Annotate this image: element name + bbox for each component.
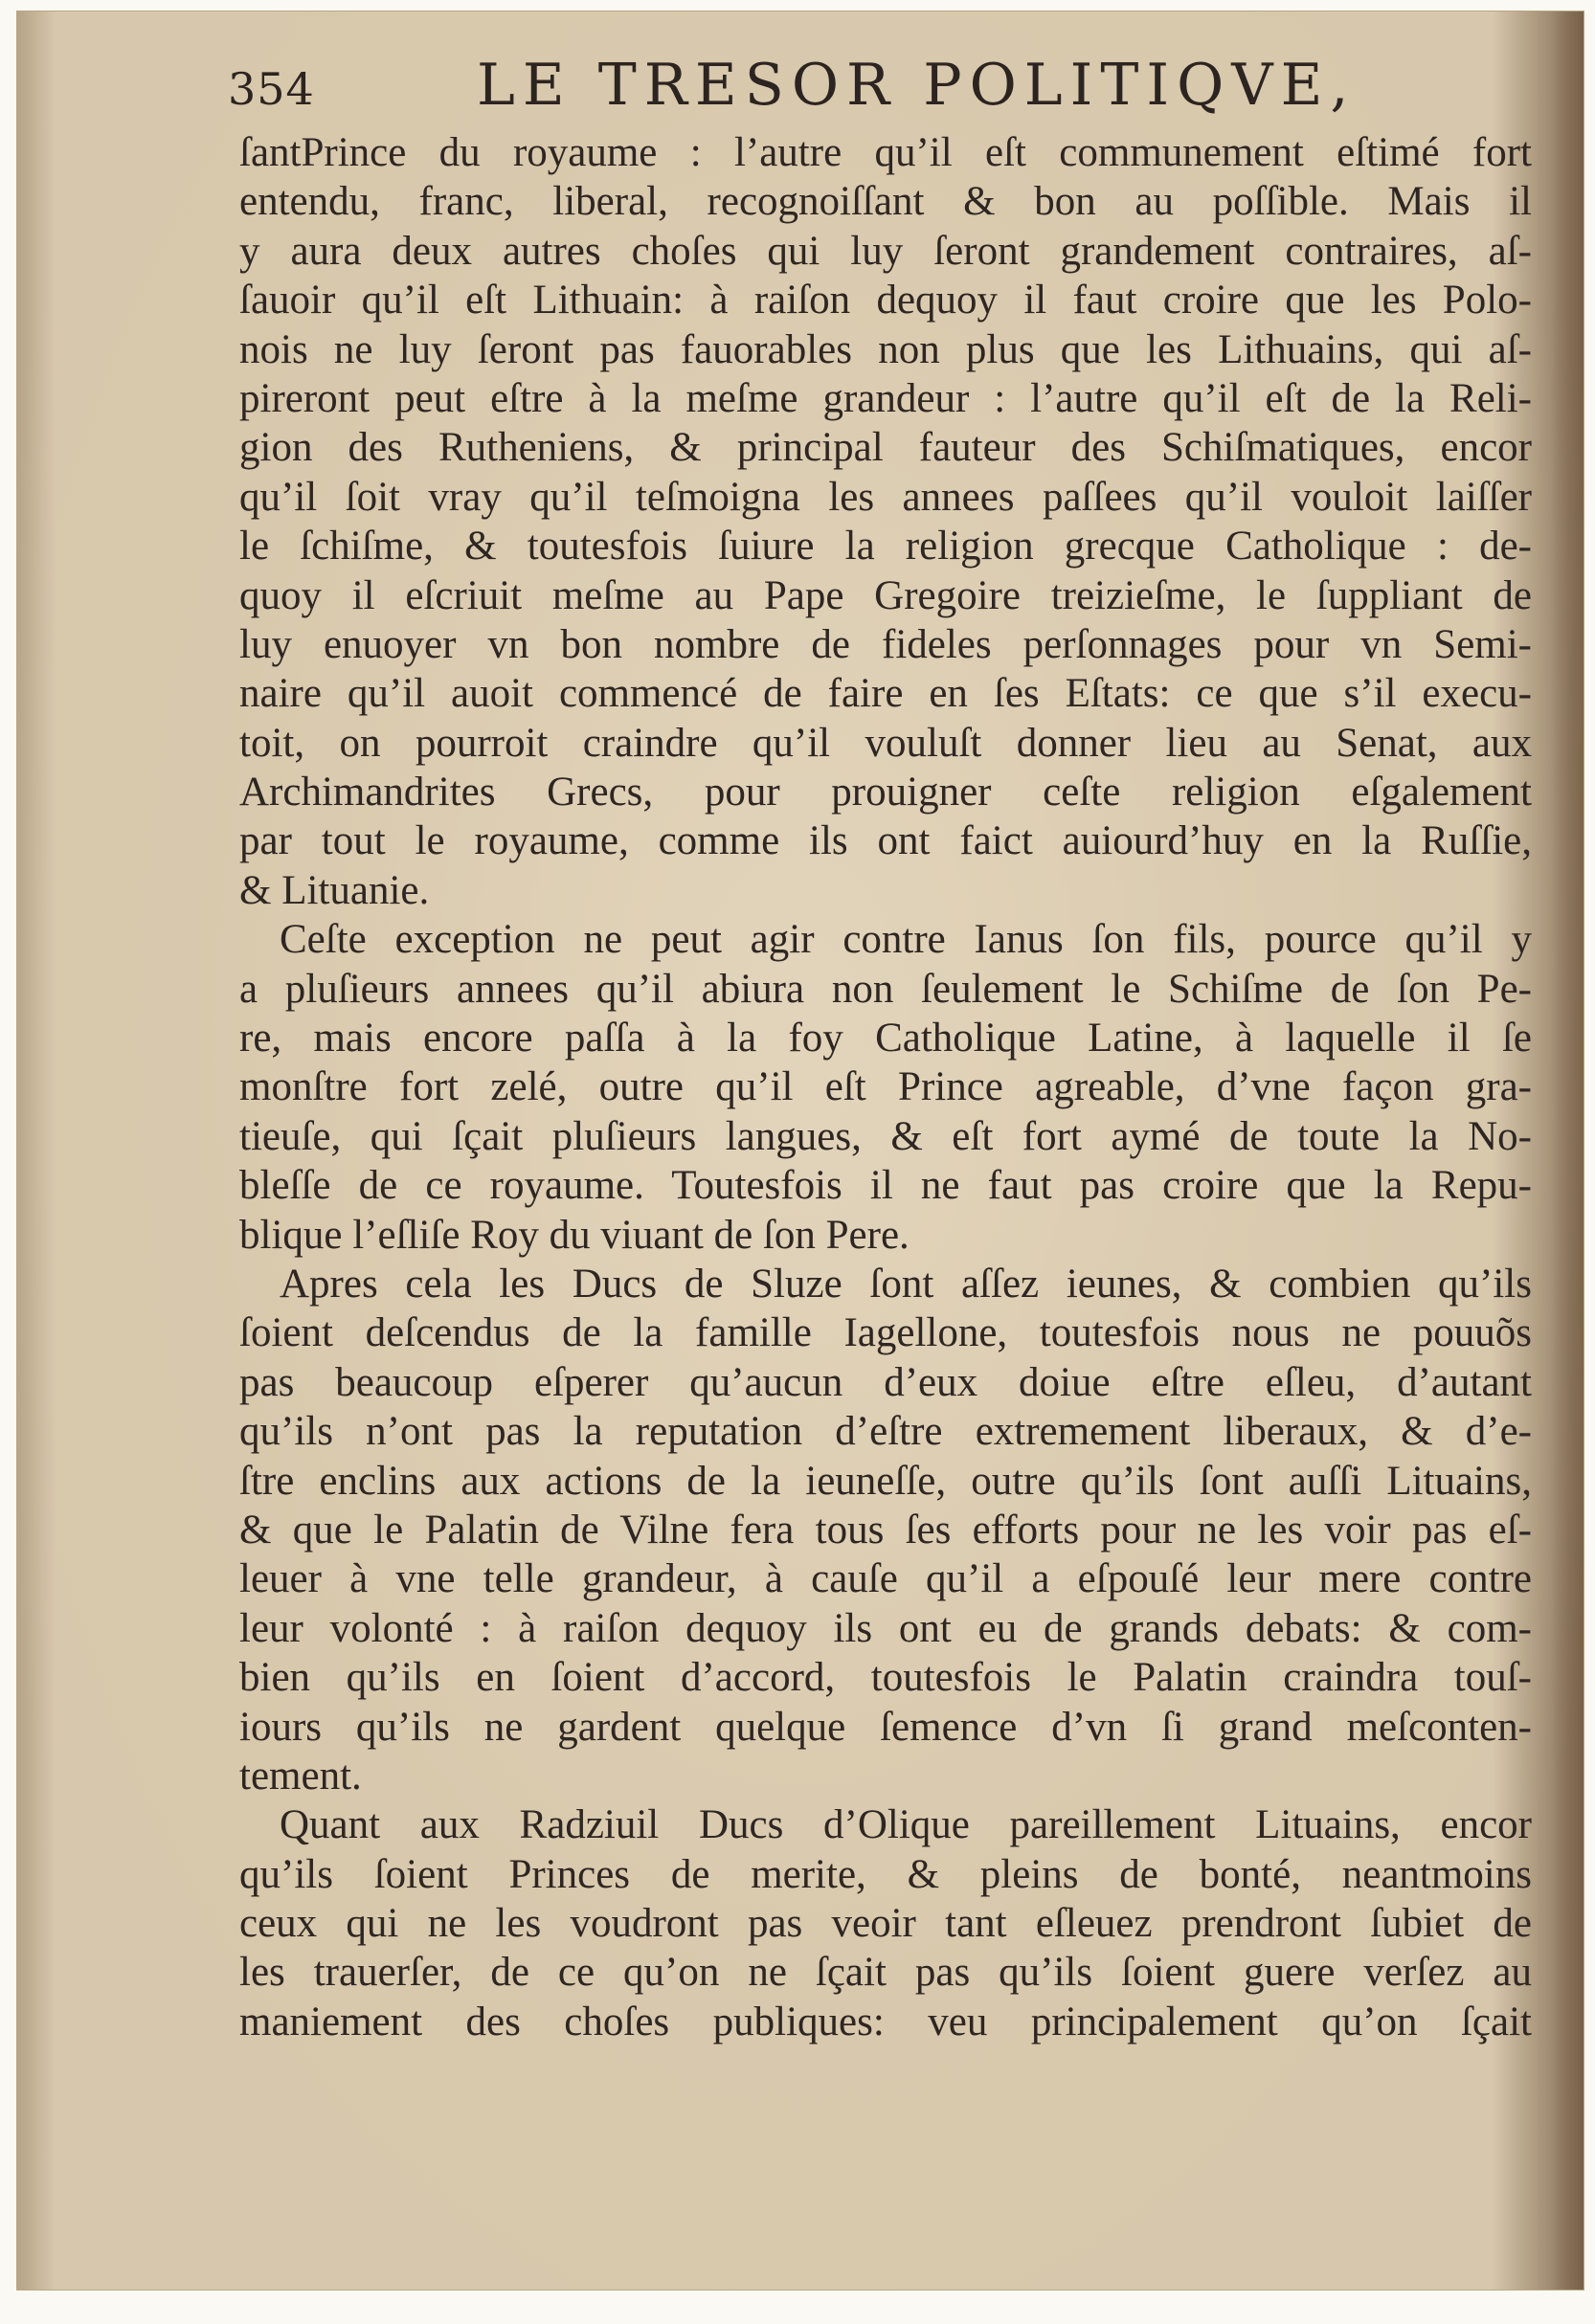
text-line: bien qu’ils en ſoient d’accord, toutesfois le Palatin craindra touſ- [239,1655,1532,1701]
text-line: y aura deux autres choſes qui luy ſeront grandement contraires, aſ- [239,228,1532,274]
text-line: qu’ils n’ont pas la reputation d’eſtre extremement liberaux, & d’e- [239,1409,1532,1455]
text-line: qu’il ſoit vray qu’il teſmoigna les annees paſſees qu’il vouloit laiſſer [239,474,1532,520]
text-line: monſtre fort zelé, outre qu’il eſt Prince agreable, d’vne façon gra- [239,1064,1532,1110]
text-line: ſtre enclins aux actions de la ieuneſſe, outre qu’ils ſont auſſi Lituains, [239,1458,1532,1504]
text-line: pas beaucoup eſperer qu’aucun d’eux doiue eſtre eſleu, d’autant [239,1359,1532,1405]
text-line: ſoient deſcendus de la famille Iagellone, toutesfois nous ne pouuõs [239,1310,1532,1356]
text-line: maniement des choſes publiques: veu principalement qu’on ſçait [239,1999,1532,2045]
text-line: tieuſe, qui ſçait pluſieurs langues, & eſt fort aymé de toute la No- [239,1113,1532,1159]
text-line: ſauoir qu’il eſt Lithuain: à raiſon dequoy il faut croire que les Polo- [239,278,1532,324]
text-line: Ceſte exception ne peut agir contre Ianus ſon fils, pource qu’il y [280,917,1532,963]
text-line: qu’ils ſoient Princes de merite, & pleins de bonté, neantmoins [239,1851,1532,1897]
text-line: ceux qui ne les voudront pas veoir tant eſleuez prendront ſubiet de [239,1901,1532,1947]
text-line: Apres cela les Ducs de Sluze ſont aſſez ieunes, & combien qu’ils [280,1261,1532,1307]
text-line: a pluſieurs annees qu’il abiura non ſeulement le Schiſme de ſon Pe- [239,966,1532,1012]
text-line: bleſſe de ce royaume. Toutesfois il ne faut pas croire que la Repu- [239,1163,1532,1209]
page-gutter-shadow [1551,11,1584,2290]
text-line: toit, on pourroit craindre qu’il vouluſt donner lieu au Senat, aux [239,720,1532,766]
text-line: Quant aux Radziuil Ducs d’Olique pareillement Lituains, encor [280,1802,1532,1848]
text-line: & que le Palatin de Vilne fera tous ſes efforts pour ne les voir pas eſ- [239,1507,1532,1553]
running-title: LE TRESOR POLITIQVE, [477,52,1357,119]
text-line: Archimandrites Grecs, pour prouigner ceſte religion eſgalement [239,770,1532,816]
text-line: gion des Rutheniens, & principal fauteur des Schiſmatiques, encor [239,425,1532,471]
text-line: iours qu’ils ne gardent quelque ſemence d’vn ſi grand meſconten- [239,1704,1532,1750]
text-line: le ſchiſme, & toutesfois ſuiure la religion grecque Catholique : de- [239,524,1532,570]
text-block [239,128,1532,2046]
text-line: nois ne luy ſeront pas fauorables non plus que les Lithuains, qui aſ- [239,326,1532,372]
page-header [228,52,1511,123]
text-line: pireront peut eſtre à la meſme grandeur : l’autre qu’il eſt de la Reli- [239,375,1532,421]
text-line: entendu, franc, liberal, recognoiſſant & bon au poſſible. Mais il [239,179,1532,225]
text-line: & Lituanie. [239,867,430,913]
text-line: leur volonté : à raiſon dequoy ils ont eu de grands debats: & com- [239,1605,1532,1651]
text-line: re, mais encore paſſa à la foy Catholique Latine, à laquelle il ſe [239,1016,1532,1061]
text-line: leuer à vne telle grandeur, à cauſe qu’il a eſpouſé leur mere contre [239,1556,1532,1602]
text-line: tement. [239,1753,362,1799]
page-number: 354 [228,63,315,115]
text-line: blique l’eſliſe Roy du viuant de ſon Pere. [239,1212,910,1258]
text-line: ſantPrince du royaume : l’autre qu’il eſt communement eſtimé fort [239,130,1532,175]
text-line: luy enuoyer vn bon nombre de fideles perſonnages pour vn Semi- [239,621,1532,667]
text-line: les trauerſer, de ce qu’on ne ſçait pas qu’ils ſoient guere verſez au [239,1950,1532,1996]
text-line: quoy il eſcriuit meſme au Pape Gregoire treizieſme, le ſuppliant de [239,572,1532,618]
book-page [17,11,1584,2290]
text-line: naire qu’il auoit commencé de faire en ſes Eſtats: ce que s’il execu- [239,671,1532,717]
text-line: par tout le royaume, comme ils ont faict auiourd’huy en la Ruſſie, [239,818,1532,864]
